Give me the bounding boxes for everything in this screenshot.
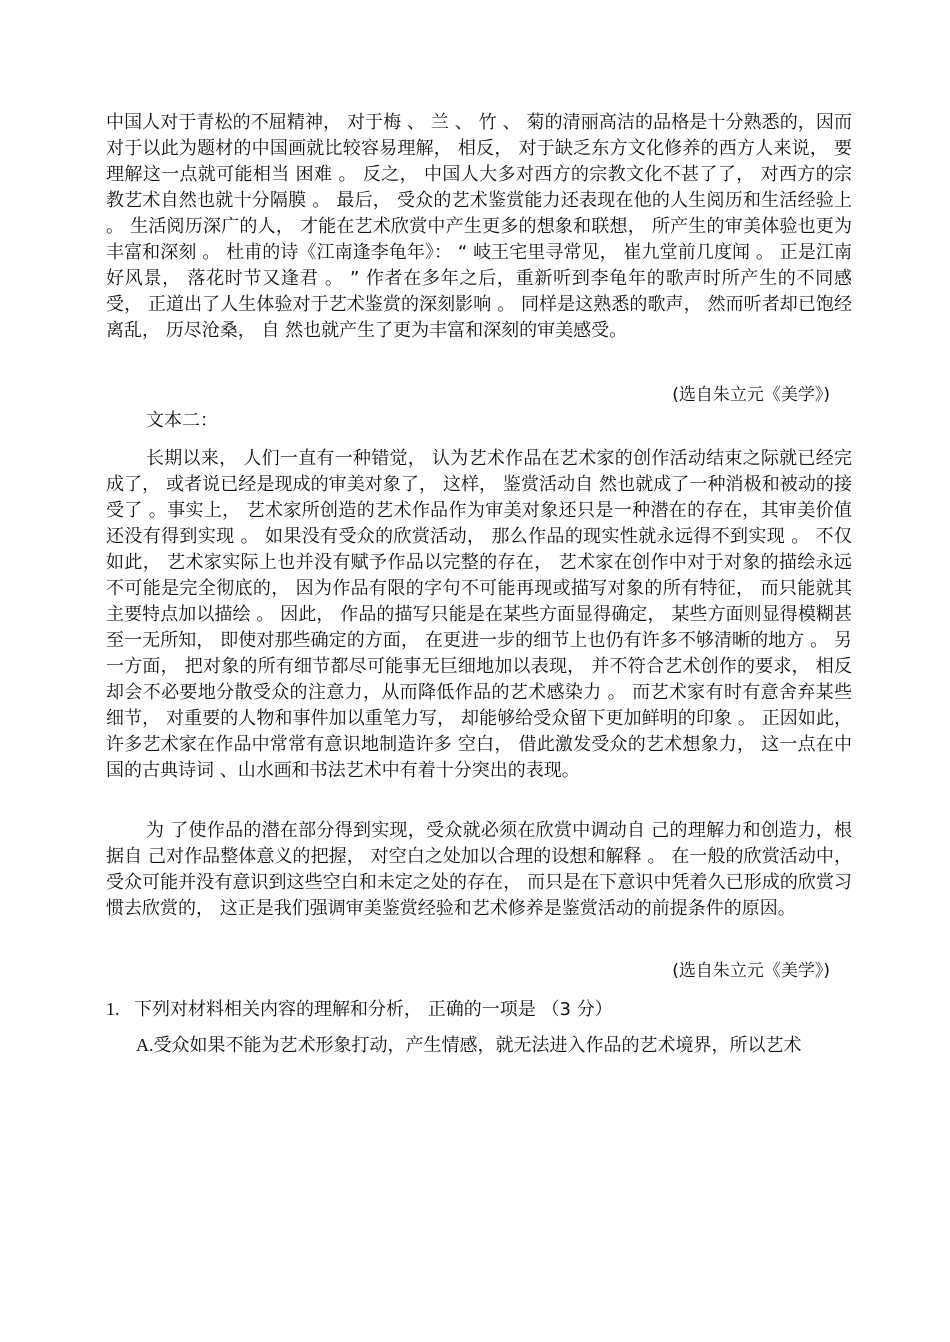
text2-paragraph-2: 为 了使作品的潜在部分得到实现，受众就必须在欣赏中调动自 己的理解力和创造力，根据自 己对作品整体意义的把握， 对空白之处加以合理的设想和解释 。 在一般的欣赏活动中， 受众可能并没有意识到这些空白和未定之处的存在， 而只是在下意识中凭着久已形成的欣赏习惯去欣赏的， 这正是我们强调审美鉴赏经验和艺术修养是鉴赏活动的前提条件的原因。 xyxy=(106,820,852,919)
question-text: 下列对材料相关内容的理解和分析， 正确的一项是 （3 分） xyxy=(134,999,613,1020)
text2-source: (选自朱立元《美学》) xyxy=(672,961,830,981)
option-a-letter: A. xyxy=(136,1035,154,1055)
text2-paragraph-1: 长期以来， 人们一直有一种错觉， 认为艺术作品在艺术家的创作活动结束之际就已经完成了， 或者说已经是现成的审美对象了， 这样， 鉴赏活动自 然也就成了一种消极和被动的接受了 。事实上， 艺术家所创造的艺术作品作为审美对象还只是一种潜在的存在，其审美价值还没有得到实现 。 如果没有受众的欣赏活动， 那么作品的现实性就永远得不到实现 。 不仅如此， 艺术家实际上也并没有赋予作品以完整的存在， 艺术家在创作中对于对象的描绘永远不可能是完全彻底的， 因为作品有限的字句不可能再现或描写对象的所有特征， 而只能就其主要特点加以描绘 。 因此， 作品的描写只能是在某些方面显得确定， 某些方面则显得模糊甚至一无所知， 即使对那些确定的方面， 在更进一步的细节上也仍有许多不够清晰的地方 。 另一方面， 把对象的所有细节都尽可能事无巨细地加以表现， 并不符合艺术创作的要求， 相反却会不必要地分散受众的注意力，从而降低作品的艺术感染力 。 而艺术家有时有意舍弃某些细节， 对重要的人物和事件加以重笔力写， 却能够给受众留下更加鲜明的印象 。 正因如此， 许多艺术家在作品中常常有意识地制造许多 空白， 借此激发受众的艺术想象力， 这一点在中国的古典诗词 、山水画和书法艺术中有着十分突出的表现。 xyxy=(106,448,852,781)
text2-label: 文本二： xyxy=(146,410,218,431)
option-a-text: 受众如果不能为艺术形象打动，产生情感，就无法进入作品的艺术境界，所以艺术 xyxy=(153,1035,802,1056)
text1-paragraph: 中国人对于青松的不屈精神， 对于梅 、 兰 、 竹 、 菊的清丽高洁的品格是十分熟悉的，因而对于以此为题材的中国画就比较容易理解， 相反， 对于缺乏东方文化修养的西方人来说， 要理解这一点就可能相当 困难 。 反之， 中国人大多对西方的宗教文化不甚了了， 对西方的宗教艺术自然也就十分隔膜 。 最后， 受众的艺术鉴赏能力还表现在他的人生阅历和生活经验上 。 生活阅历深广的人， 才能在艺术欣赏中产生更多的想象和联想， 所产生的审美体验也更为丰富和深刻 。 杜甫的诗《江南逢李龟年》： “ 岐王宅里寻常见， 崔九堂前几度闻 。 正是江南好风景， 落花时节又逢君 。 ” 作者在多年之后，重新听到李龟年的歌声时所产生的不同感受， 正道出了人生体验对于艺术鉴赏的深刻影响 。 同样是这熟悉的歌声， 然而听者却已饱经离乱， 历尽沧桑， 自 然也就产生了更为丰富和深刻的审美感受。 xyxy=(106,112,852,341)
text1-source: (选自朱立元《美学》) xyxy=(672,385,830,405)
question-number: 1. xyxy=(106,999,120,1019)
option-a xyxy=(136,1032,852,1059)
question-1 xyxy=(106,996,852,1023)
